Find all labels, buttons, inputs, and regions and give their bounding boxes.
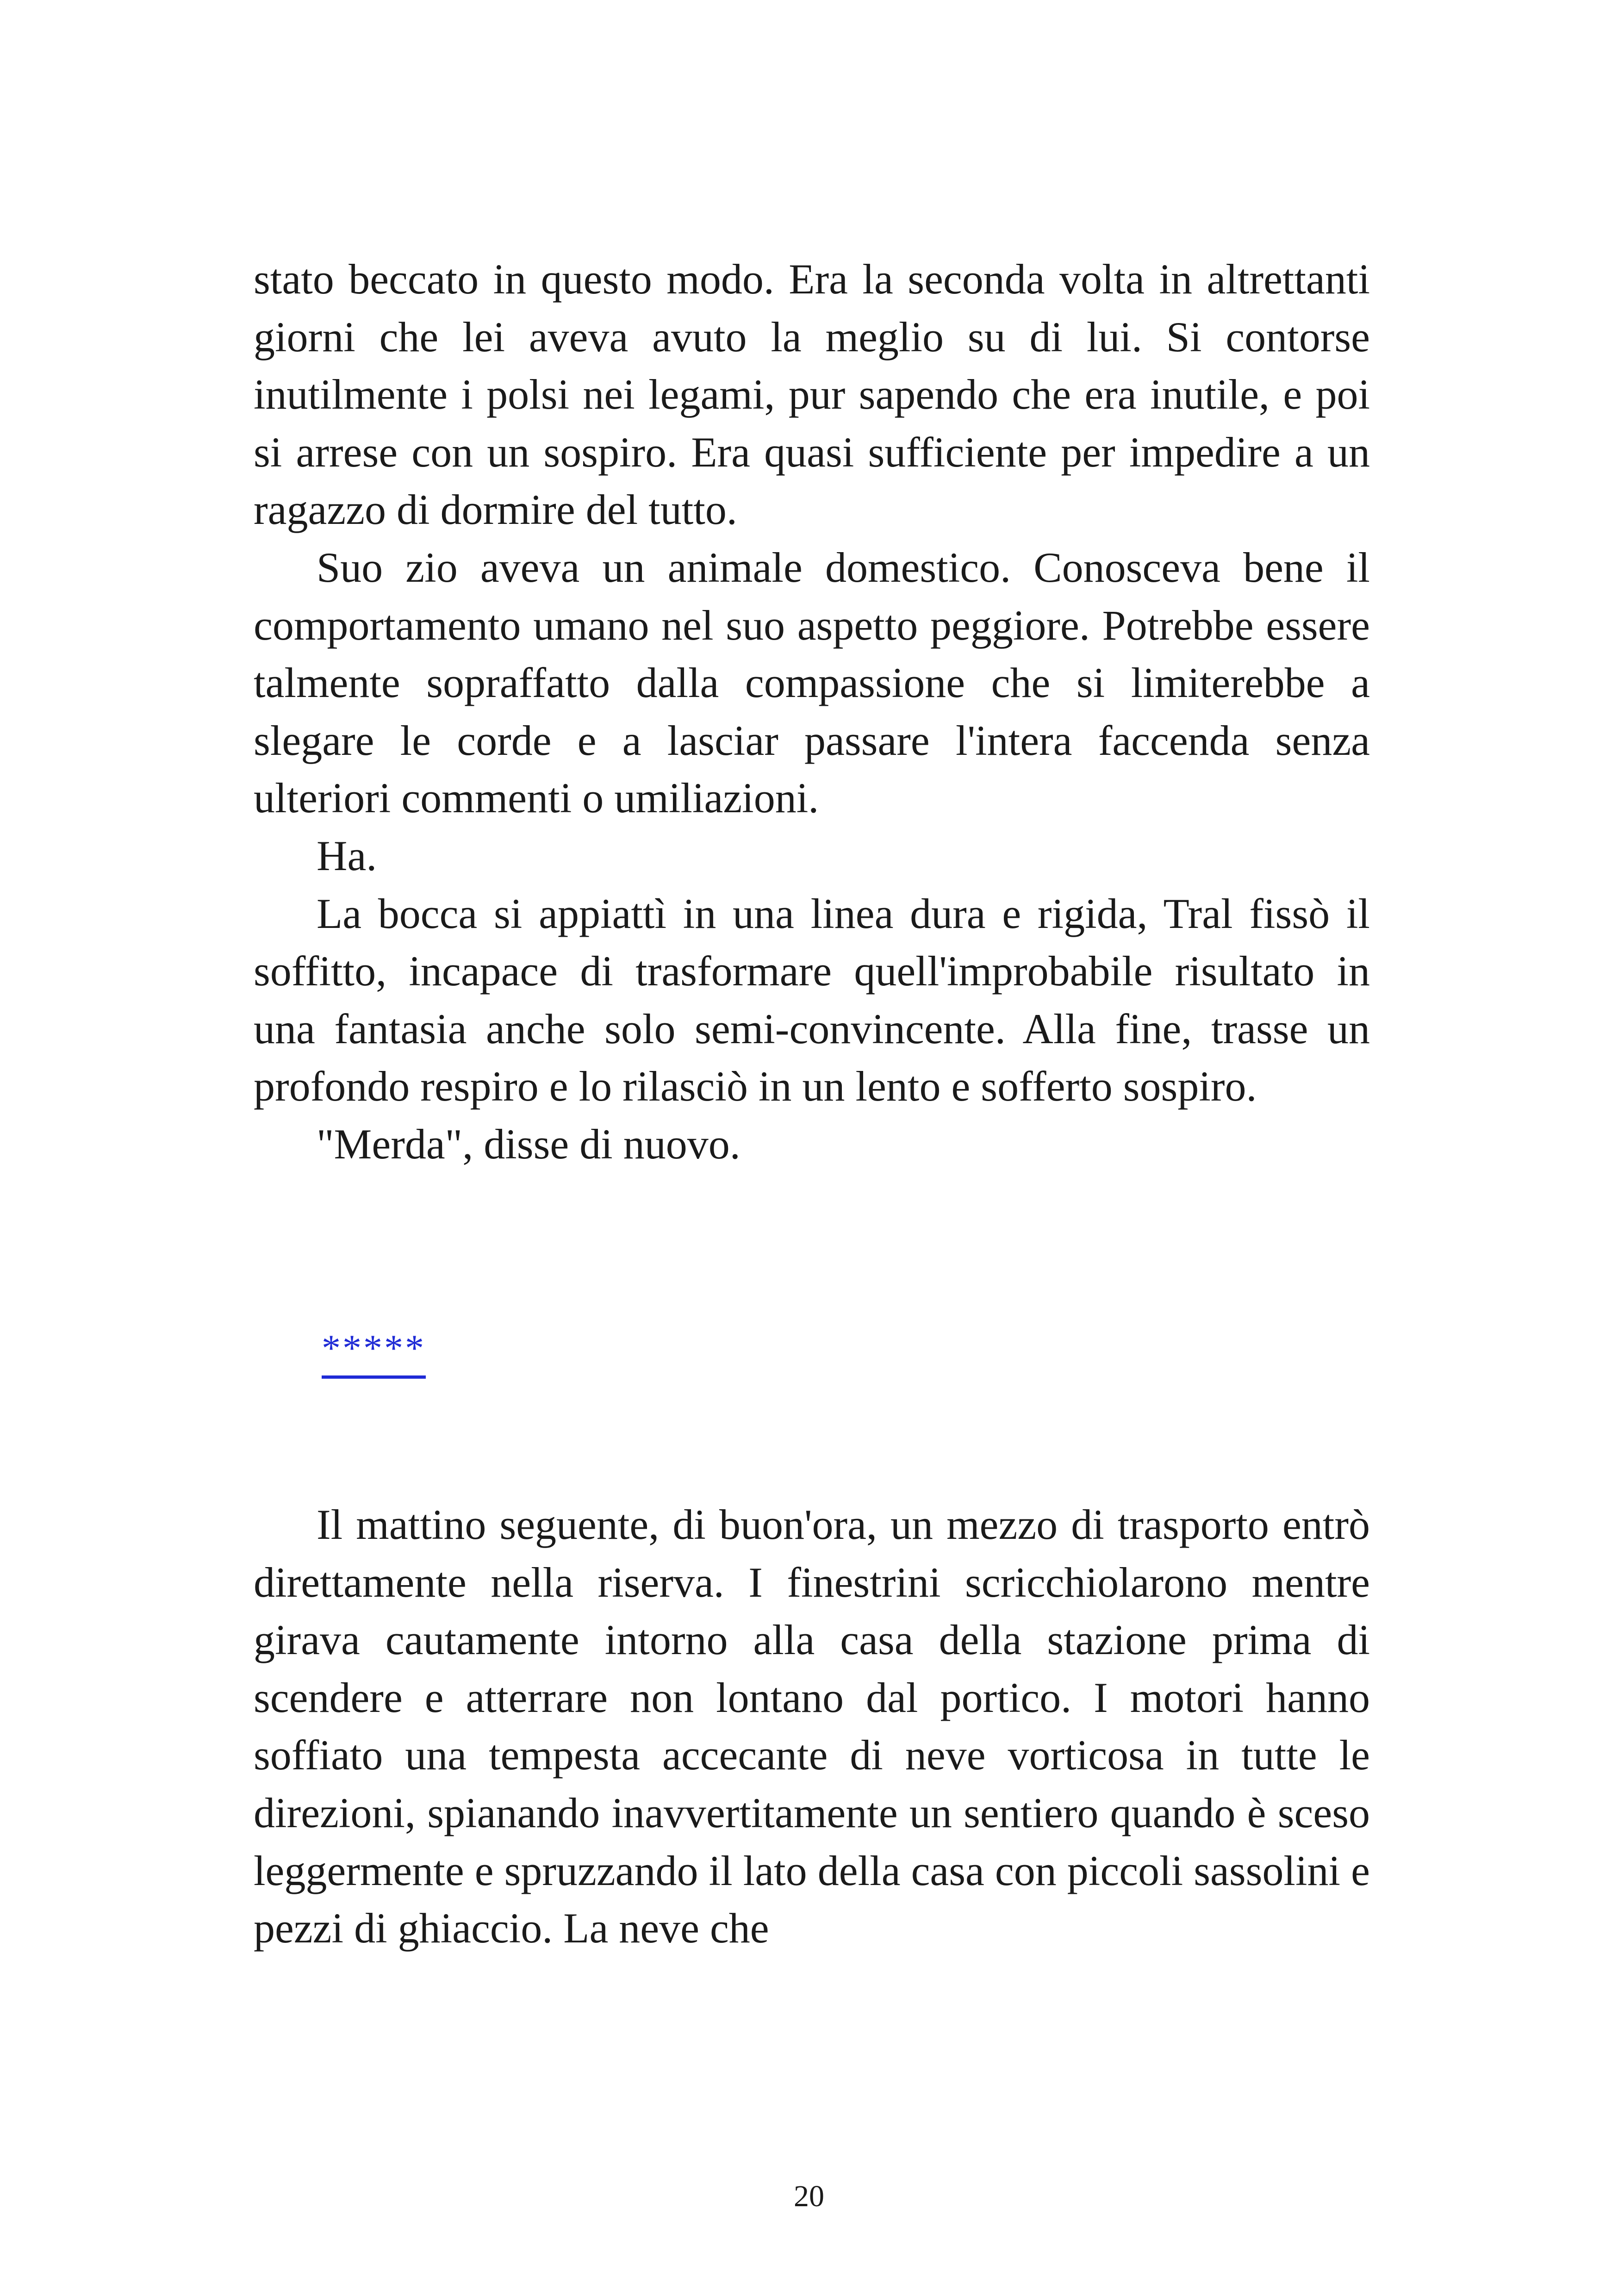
text-block-bottom [254,1496,1370,1957]
paragraph: La bocca si appiattì in una linea dura e rigida, Tral fissò il soffitto, incapace di trasformare quell'improbabile risultato in una fantasia anche solo semi-convincente. Alla fine, trasse un profondo respiro e lo rilasciò in un lento e sofferto sospiro. [254,890,1370,1110]
section-separator-link[interactable]: ***** [322,1323,426,1379]
paragraph: Suo zio aveva un animale domestico. Conosceva bene il comportamento umano nel suo aspetto peggiore. Potrebbe essere talmente sopraffatto dalla compassione che si limiterebbe a slegare le corde e a lasciar passare l'intera faccenda senza ulteriori commenti o umiliazioni. [254,543,1370,822]
paragraph: stato beccato in questo modo. Era la seconda volta in altrettanti giorni che lei aveva avuto la meglio su di lui. Si contorse inutilmente i polsi nei legami, pur sapendo che era inutile, e poi si arrese con un sospiro. Era quasi sufficiente per impedire a un ragazzo di dormire del tutto. [254,255,1370,534]
page-number: 20 [794,2179,824,2213]
paragraph: Ha. [317,832,377,879]
paragraph: "Merda", disse di nuovo. [317,1120,741,1168]
paragraph: Il mattino seguente, di buon'ora, un mezzo di trasporto entrò direttamente nella riserva. I finestrini scricchiolarono mentre girava cautamente intorno alla casa della stazione prima di scendere e atterrare non lontano dal portico. I motori hanno soffiato una tempesta accecante di neve vorticosa in tutte le direzioni, spianando inavvertitamente un sentiero quando è sceso leggermente e spruzzando il lato della casa con piccoli sassolini e pezzi di ghiaccio. La neve che [254,1501,1370,1952]
text-block-top [254,250,1370,1173]
